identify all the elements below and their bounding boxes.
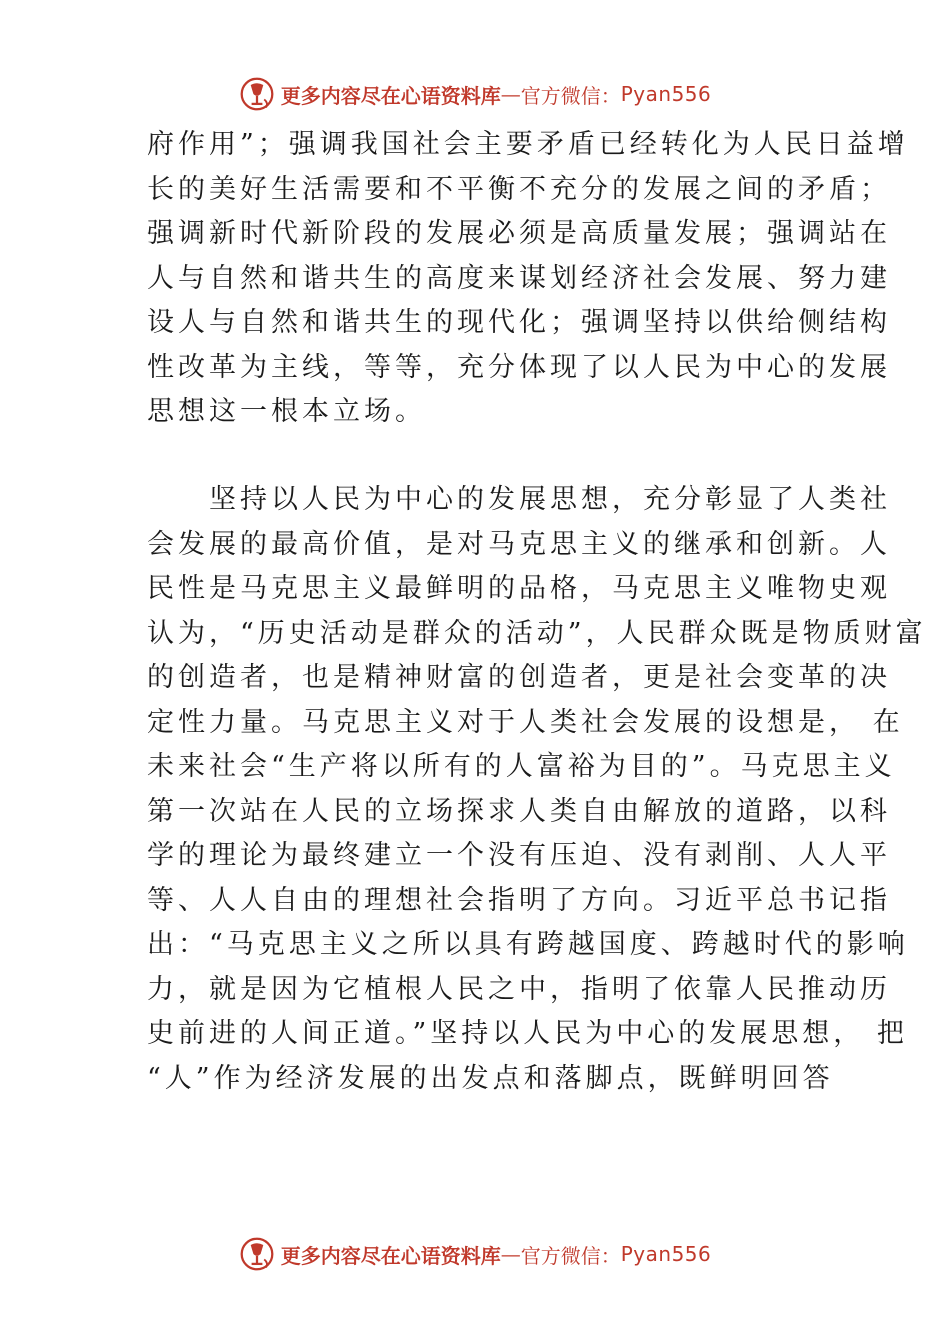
footer-prefix: 更多内容尽在心语资料库 [280,1243,501,1268]
text-line: 会发展的最高价值，是对马克思主义的继承和创新。人 [147,528,891,560]
text-line: 民性是马克思主义最鲜明的品格，马克思主义唯物史观 [147,573,891,604]
text-line: 出：“马克思主义之所以具有跨越国度、跨越时代的影响 [147,929,909,960]
footer-banner [0,1232,950,1276]
paragraph-1 [147,123,909,435]
text-line: 等、人人自由的理想社会指明了方向。习近平总书记指 [147,884,891,916]
text-line: 第一次站在人民的立场探求人类自由解放的道路，以科 [147,795,891,827]
footer-wechat-id: Pyan556 [620,1242,712,1266]
text-line: 人与自然和谐共生的高度来谋划经济社会发展、努力建 [147,262,891,294]
header-banner [0,72,950,116]
wine-glass-logo-icon [239,1236,275,1272]
text-line: 未来社会“生产将以所有的人富裕为目的”。马克思主义 [147,751,896,782]
text-line: 思想这一根本立场。 [147,396,426,427]
text-line: 认为，“历史活动是群众的活动”，人民群众既是物质财富 [147,617,927,649]
text-line: 定性力量。马克思主义对于人类社会发展的设想是， 在 [147,706,904,738]
paragraph-2 [147,478,927,1101]
footer-dash: — [500,1242,521,1266]
header-dash: — [500,82,521,106]
text-line: 长的美好生活需要和不平衡不充分的发展之间的矛盾； [147,173,891,205]
header-prefix: 更多内容尽在心语资料库 [280,83,501,108]
text-line: 学的理论为最终建立一个没有压迫、没有剥削、人人平 [147,840,891,871]
text-line: 力，就是因为它植根人民之中，指明了依靠人民推动历 [147,973,891,1005]
header-wechat-id: Pyan556 [620,82,712,106]
text-line: 设人与自然和谐共生的现代化；强调坚持以供给侧结构 [147,307,891,338]
text-line: 府作用”；强调我国社会主要矛盾已经转化为人民日益增 [147,129,909,160]
text-line: “人”作为经济发展的出发点和落脚点，既鲜明回答 [147,1062,834,1094]
wine-glass-logo-icon [239,76,275,112]
text-line: 强调新时代新阶段的发展必须是高质量发展；强调站在 [147,218,891,249]
header-wechat-label: 官方微信： [520,83,621,108]
text-line: 性改革为主线，等等，充分体现了以人民为中心的发展 [147,351,891,383]
text-line: 坚持以人民为中心的发展思想，充分彰显了人类社 [147,484,891,515]
text-line: 史前进的人间正道。”坚持以人民为中心的发展思想， 把 [147,1018,908,1049]
footer-wechat-label: 官方微信： [520,1243,621,1268]
text-line: 的创造者，也是精神财富的创造者，更是社会变革的决 [147,662,891,693]
